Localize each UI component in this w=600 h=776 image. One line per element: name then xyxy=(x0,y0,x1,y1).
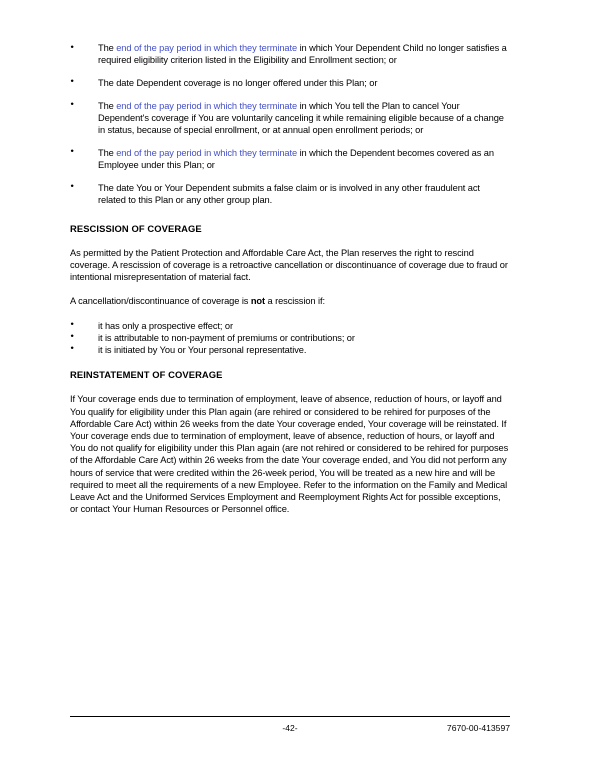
section-heading-rescission: RESCISSION OF COVERAGE xyxy=(70,222,202,234)
list-item: • it is attributable to non-payment of premiums or contributions; or xyxy=(70,332,510,344)
document-code: 7670-00-413597 xyxy=(446,723,510,733)
bullet-lead-text: The date Dependent coverage is no longer offered under this Plan; or xyxy=(98,77,378,88)
lead-in-emphasis: not xyxy=(250,296,266,307)
highlighted-phrase: end of the pay period in which they terminate xyxy=(116,147,298,158)
page-footer xyxy=(70,716,510,735)
spacer xyxy=(70,235,510,247)
rescission-paragraph: As permitted by the Patient Protection and Affordable Care Act, the Plan reserves the right to rescind coverage. A rescission of coverage is a retroactive cancellation or discontinuance of coverage due to fraud or intentional misrepresentation of material fact. xyxy=(70,247,508,283)
list-item xyxy=(70,42,510,66)
highlighted-phrase: end of the pay period in which they terminate xyxy=(116,100,298,111)
rescission-exceptions-list xyxy=(70,320,510,357)
reinstatement-paragraph: If Your coverage ends due to termination of employment, leave of absence, reduction of hours, or layoff and You qualify for eligibility under this Plan again (are rehired or considered to be rehired for purposes of the Affordable Care Act) within 26 weeks from the date Your coverage ended, Your coverage will be reinstated. If Your coverage ends due to termination of employment, leave of absence, reduction of hours, or layoff and You do not qualify for eligibility under this Plan again (are not rehired or considered to be rehired for purposes of the Affordable Care Act) within 26 weeks from the date Your coverage ended, and You did not perform any hours of service that were credited within the 26-week period, You will be treated as a new hire and will be required to meet all the requirements of a new Employee. Refer to the information on the Family and Medical Leave Act and the Uniformed Services Employment and Reemployment Rights Act for possible exceptions, or contact Your Human Resources or Personnel office. xyxy=(70,394,509,515)
spacer xyxy=(70,356,510,369)
list-item: • it has only a prospective effect; or xyxy=(70,320,510,332)
lead-in-before: A cancellation/discontinuance of coverage is xyxy=(70,296,251,307)
spacer xyxy=(70,283,510,295)
list-item xyxy=(70,100,510,137)
lead-in-after: a rescission if: xyxy=(265,296,325,307)
list-item xyxy=(70,77,510,89)
highlighted-phrase: end of the pay period in which they terminate xyxy=(116,43,298,53)
list-item: • it is initiated by You or Your personal representative. xyxy=(70,344,510,356)
footer-divider xyxy=(70,716,510,717)
bullet-rest-text: in which Your Dependent Child no longer satisfies a required eligibility criterion listed in the Eligibility and Enrollment section; or xyxy=(98,43,507,66)
bullet-rest-text: in which the Dependent becomes covered as an Employee under this Plan; or xyxy=(98,147,494,170)
page-content xyxy=(70,42,510,515)
list-item xyxy=(70,182,510,206)
bullet-rest-text: in which You tell the Plan to cancel Your Dependent's coverage if You are voluntarily canceling it while remaining eligible because of a change in status, because of special enrollment, or at annual open enrollment periods; or xyxy=(98,100,504,136)
bullet-lead-text: The xyxy=(98,43,117,53)
rescission-lead-in xyxy=(70,295,510,307)
footer-row xyxy=(70,721,510,735)
bullet-lead-text: The xyxy=(98,147,117,158)
list-item xyxy=(70,147,510,171)
spacer xyxy=(70,308,510,320)
page-number: -42- xyxy=(282,723,298,733)
bullet-lead-text: The xyxy=(98,100,117,111)
termination-bullet-list xyxy=(70,42,510,206)
spacer xyxy=(70,381,510,393)
section-heading-reinstatement: REINSTATEMENT OF COVERAGE xyxy=(70,369,223,381)
bullet-lead-text: The date You or Your Dependent submits a false claim or is involved in any other fraudulent act related to this Plan or any other group plan. xyxy=(98,182,480,205)
